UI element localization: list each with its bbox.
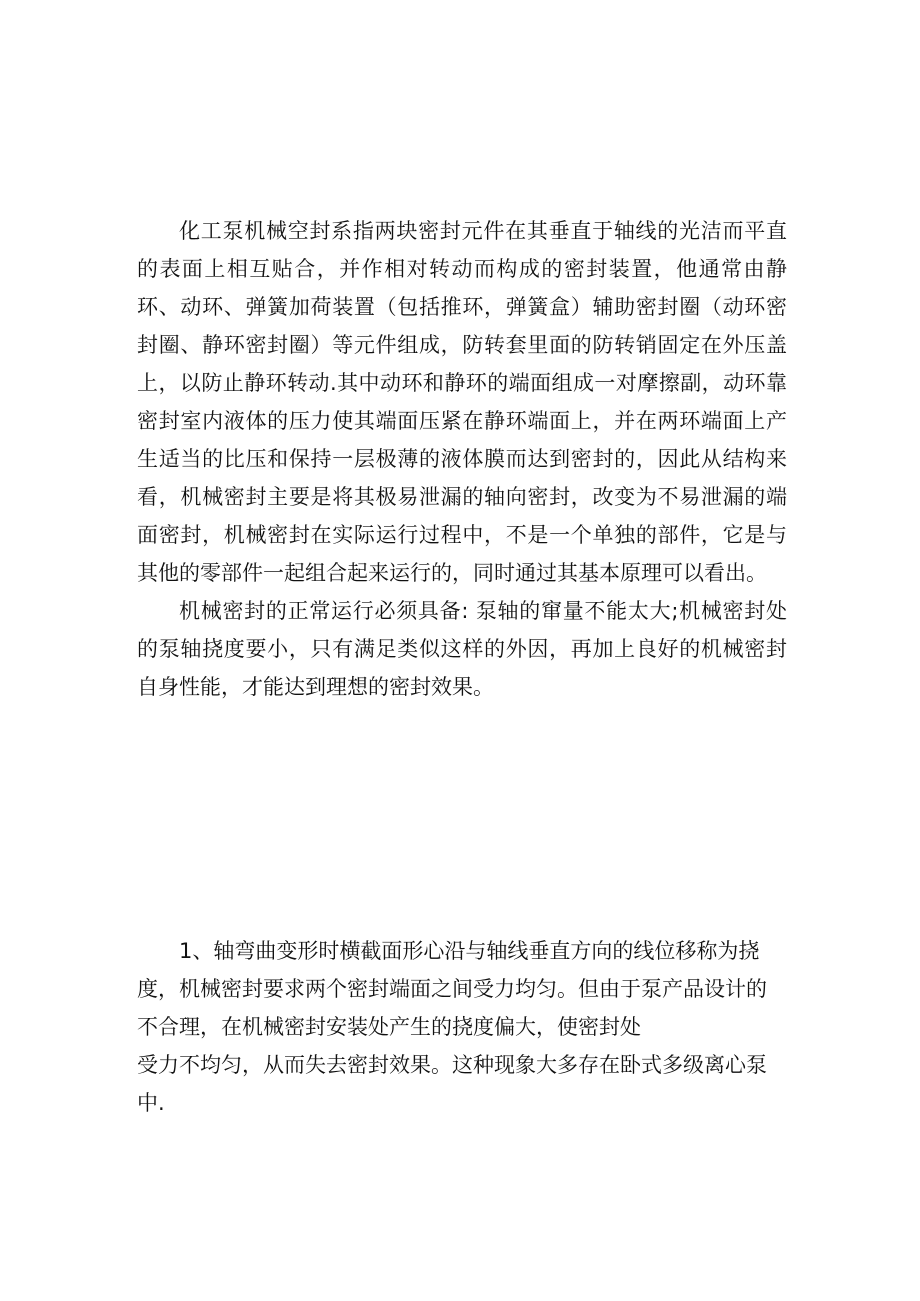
deflection-line-5: 中.	[137, 1091, 165, 1115]
text-section-deflection	[137, 932, 787, 1122]
deflection-line-2: 度，机械密封要求两个密封端面之间受力均匀。但由于泵产品设计的	[137, 977, 767, 1001]
text-section-main	[137, 212, 787, 706]
deflection-line-1: 1、轴弯曲变形时横截面形心沿与轴线垂直方向的线位移称为挠	[179, 939, 760, 963]
deflection-line-4: 受力不均匀，从而失去密封效果。这种现象大多存在卧式多级离心泵	[137, 1053, 767, 1077]
paragraph-mechanical-seal-definition: 化工泵机械空封系指两块密封元件在其垂直于轴线的光洁而平直的表面上相互贴合，并作相对转动而构成的密封装置，他通常由静环、动环、弹簧加荷装置（包括推环，弹簧盒）辅助密封圈（动环密封圈、静环密封圈）等元件组成，防转套里面的防转销固定在外压盖上，以防止静环转动.其中动环和静环的端面组成一对摩擦副，动环靠密封室内液体的压力使其端面压紧在静环端面上，并在两环端面上产生适当的比压和保持一层极薄的液体膜而达到密封的，因此从结构来看，机械密封主要是将其极易泄漏的轴向密封，改变为不易泄漏的端面密封，机械密封在实际运行过程中，不是一个单独的部件，它是与其他的零部件一起组合起来运行的，同时通过其基本原理可以看出。	[137, 219, 787, 585]
deflection-line-3: 不合理，在机械密封安装处产生的挠度偏大，使密封处	[137, 1015, 641, 1039]
paragraph-operating-requirements: 机械密封的正常运行必须具备: 泵轴的窜量不能太大;机械密封处的泵轴挠度要小，只有满足类似这样的外因，再加上良好的机械密封自身性能，才能达到理想的密封效果。	[137, 599, 787, 699]
